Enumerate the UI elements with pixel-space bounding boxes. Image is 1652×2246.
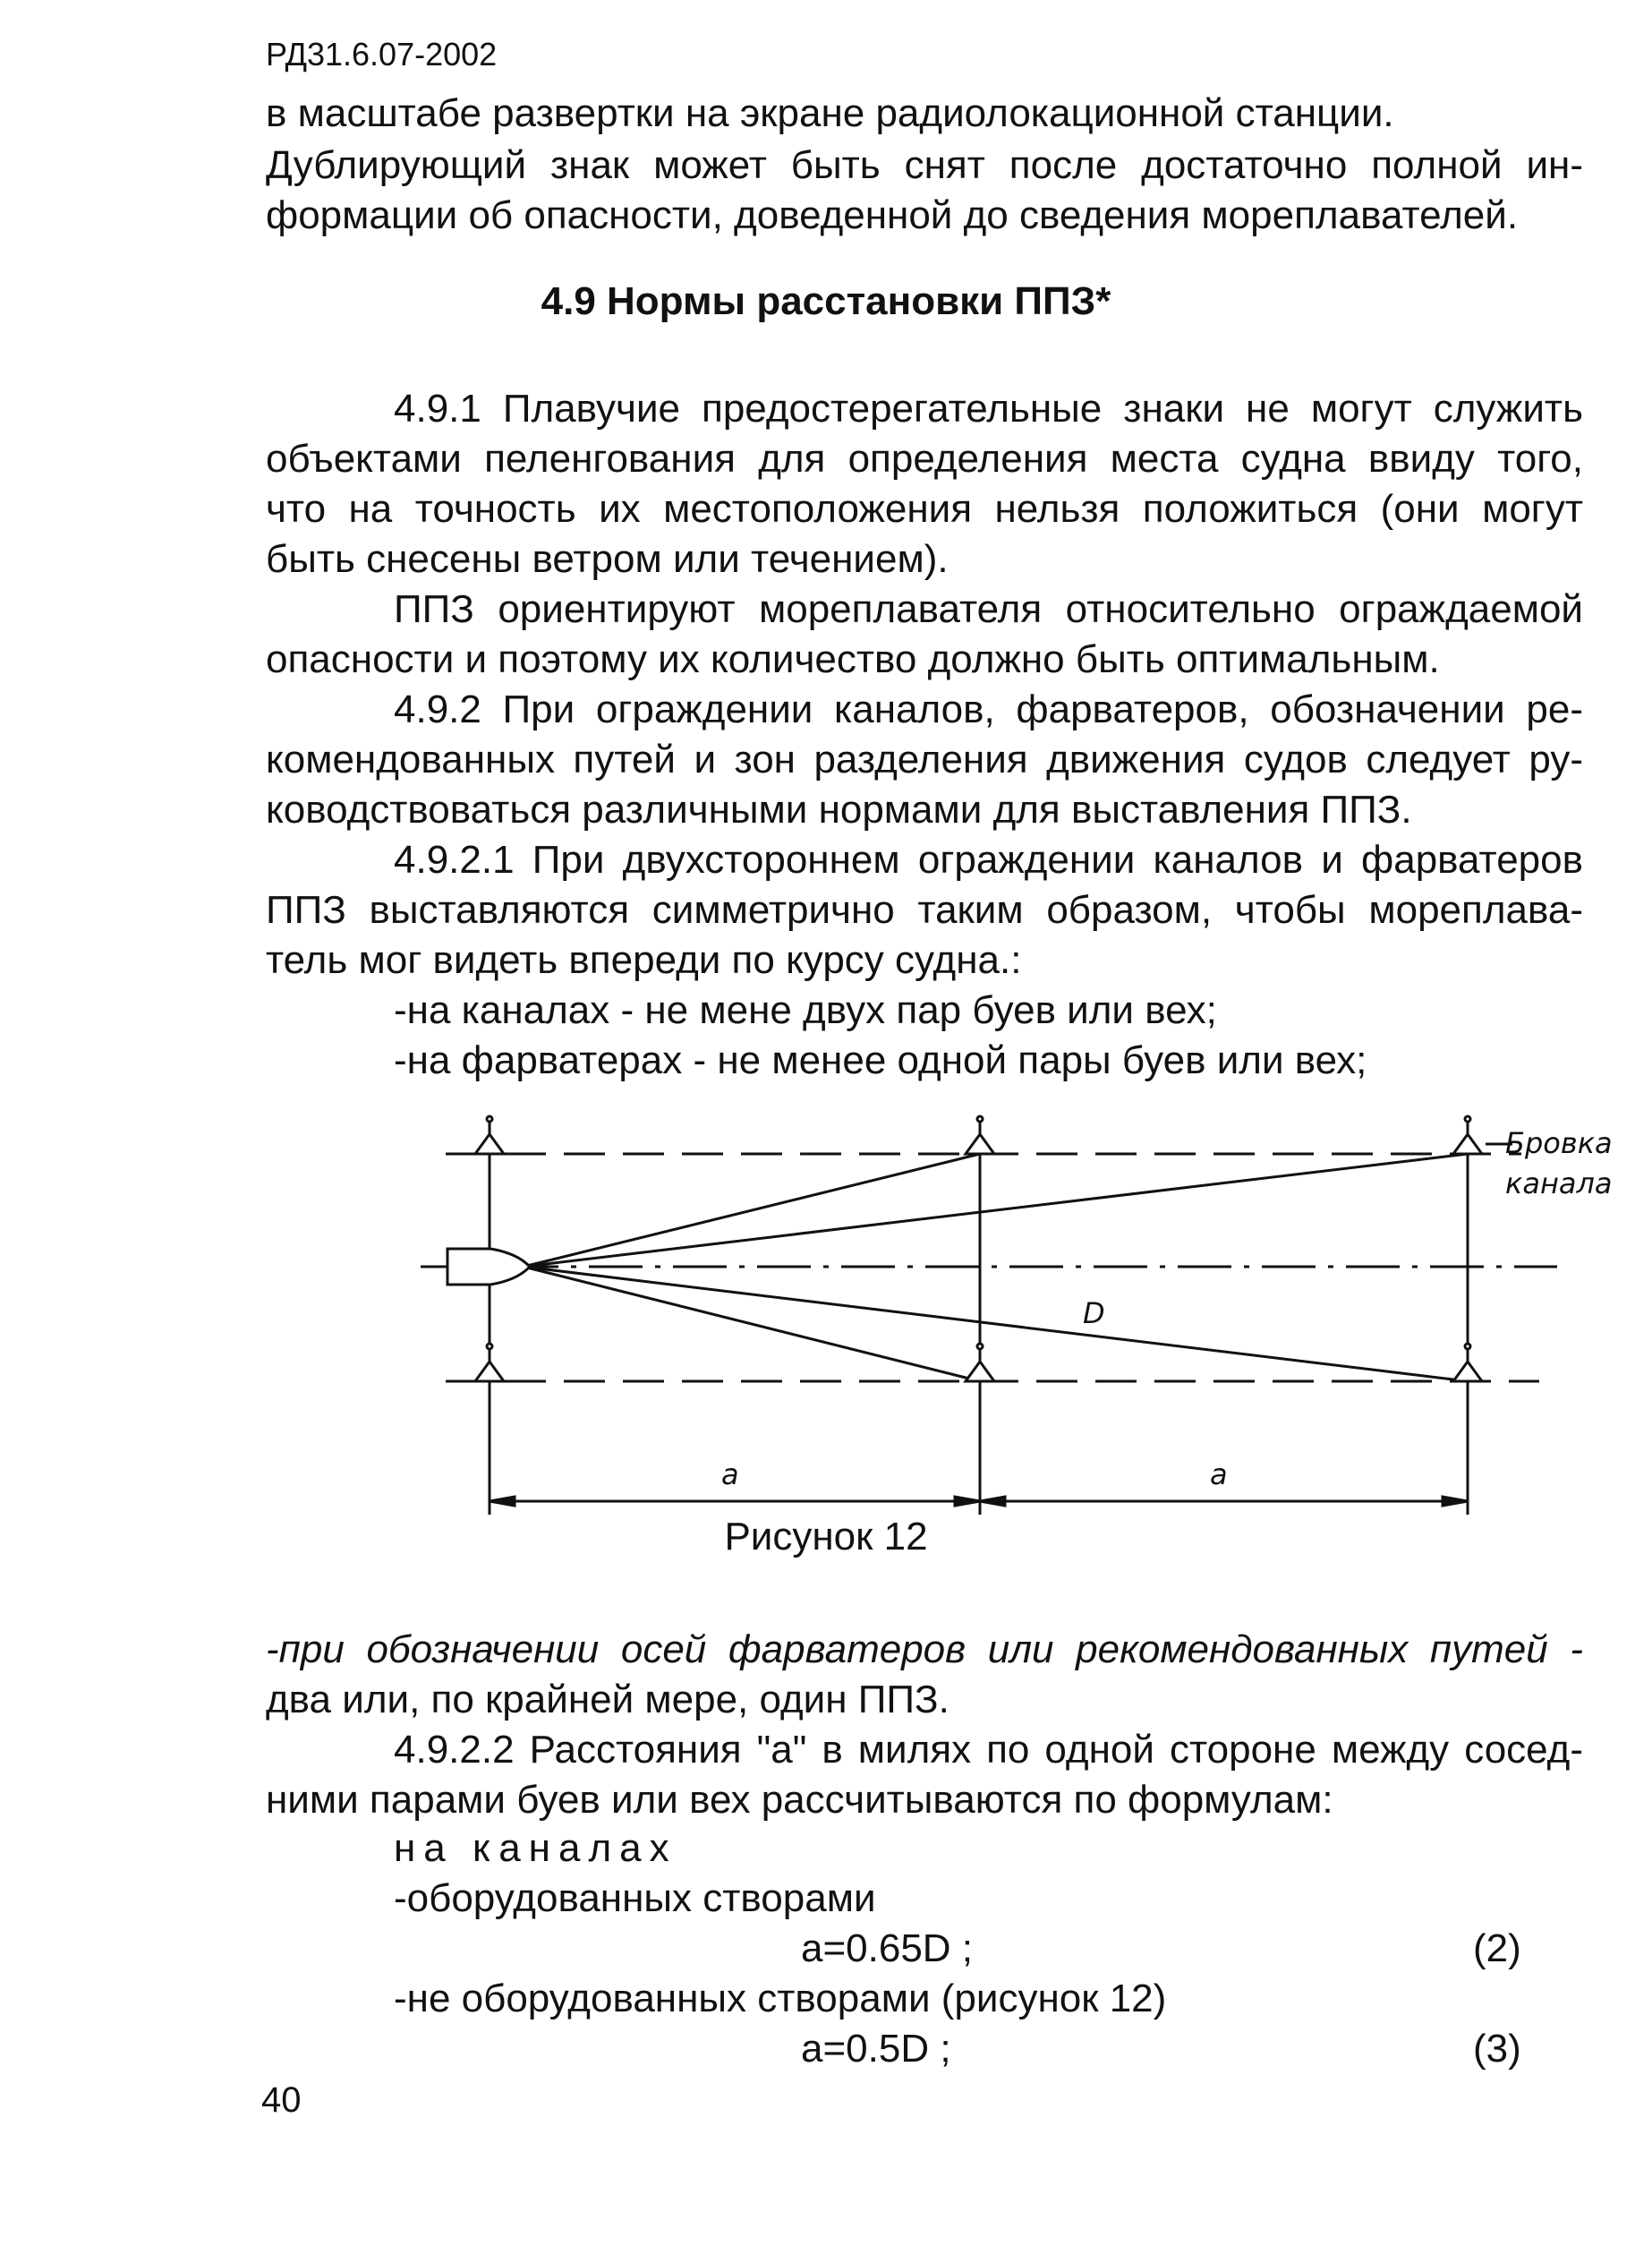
para-491-line-3: что на точность их местоположения нельзя положиться (они могут <box>266 487 1583 531</box>
list-item-fairways: -на фарватерах - не менее одной пары буев или вех; <box>394 1038 1367 1082</box>
sight-line-1 <box>524 1154 980 1267</box>
para-491-line-1: 4.9.1 Плавучие предостерегательные знаки не могут служить <box>394 387 1583 431</box>
para-492-line-2: комендованных путей и зон разделения движения судов следует ру- <box>266 738 1583 781</box>
buoy-icon <box>1453 1116 1482 1154</box>
buoy-icon <box>966 1116 994 1154</box>
para-4921-line-1: 4.9.2.1 При двухстороннем ограждении каналов и фарватеров <box>394 838 1583 882</box>
para-4921-line-3: тель мог видеть впереди по курсу судна.: <box>266 938 1022 982</box>
buoy-icon <box>966 1344 994 1381</box>
para-ppz-line-1: ППЗ ориентируют мореплавателя относительно ограждаемой <box>394 587 1583 631</box>
sight-line-2 <box>524 1154 1468 1267</box>
arrow-left-icon <box>490 1497 515 1506</box>
vessel-icon <box>447 1249 530 1285</box>
formula-3: а=0.5D ; <box>801 2027 951 2071</box>
sight-line-3 <box>524 1267 980 1381</box>
para-491-line-2: объектами пеленгования для определения места судна ввиду того, <box>266 437 1583 481</box>
para-ppz-line-2: опасности и поэтому их количество должно быть оптимальным. <box>266 637 1440 681</box>
buoy-icon <box>1453 1344 1482 1381</box>
after-figure-line-1: -при обозначении осей фарватеров или рекомендованных путей - <box>266 1627 1583 1671</box>
list-item-canals: -на каналах - не мене двух пар буев или вех; <box>394 988 1217 1032</box>
figure-caption: Рисунок 12 <box>724 1515 928 1559</box>
channel-edge-label-2: канала <box>1505 1166 1613 1200</box>
distance-label-D: D <box>1083 1296 1105 1330</box>
para-492-line-1: 4.9.2 При ограждении каналов, фарватеров, обозначении ре- <box>394 687 1583 731</box>
page-number: 40 <box>261 2080 302 2120</box>
intro-line-2: Дублирующий знак может быть снят после достаточно полной ин- <box>266 143 1583 187</box>
para-4922-line-2: ними парами буев или вех рассчитываются по формулам: <box>266 1778 1333 1822</box>
spacing-label-a1: a <box>721 1457 739 1491</box>
after-figure-line-2: два или, по крайней мере, один ППЗ. <box>266 1678 949 1721</box>
section-title: 4.9 Нормы расстановки ППЗ* <box>541 279 1111 323</box>
intro-line-1: в масштабе развертки на экране радиолокационной станции. <box>266 91 1394 135</box>
buoy-icon <box>475 1344 504 1381</box>
arrow-mid-right-icon <box>980 1497 1005 1506</box>
buoy-icon <box>475 1116 504 1154</box>
para-492-line-3: ководствоваться различными нормами для выставления ППЗ. <box>266 788 1412 832</box>
document-code: РД31.6.07-2002 <box>266 36 498 73</box>
formula-3-number: (3) <box>1473 2027 1521 2071</box>
formula-2: а=0.65D ; <box>801 1926 974 1970</box>
arrow-mid-left-icon <box>955 1497 980 1506</box>
case-without-leading-lines: -не оборудованных створами (рисунок 12) <box>394 1977 1167 2020</box>
subheading-canals: на каналах <box>394 1826 677 1870</box>
formula-2-number: (2) <box>1473 1926 1521 1970</box>
arrow-right-icon <box>1443 1497 1468 1506</box>
para-4921-line-2: ППЗ выставляются симметрично таким образом, чтобы мореплава- <box>266 888 1583 932</box>
intro-line-3: формации об опасности, доведенной до сведения мореплавателей. <box>266 193 1519 237</box>
spacing-label-a2: a <box>1210 1457 1228 1491</box>
sight-line-4 <box>524 1267 1468 1381</box>
para-491-line-4: быть снесены ветром или течением). <box>266 537 949 581</box>
channel-edge-label-1: Бровка <box>1505 1126 1613 1160</box>
para-4922-line-1: 4.9.2.2 Расстояния "а" в милях по одной стороне между сосед- <box>394 1728 1583 1772</box>
case-with-leading-lines: -оборудованных створами <box>394 1876 876 1920</box>
